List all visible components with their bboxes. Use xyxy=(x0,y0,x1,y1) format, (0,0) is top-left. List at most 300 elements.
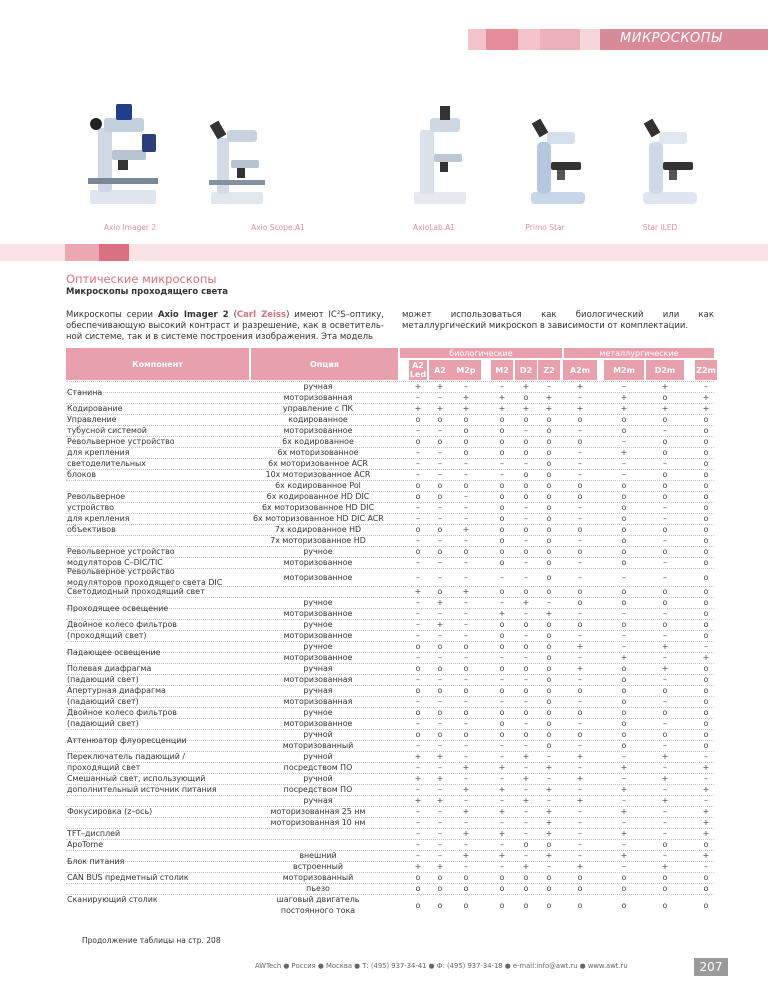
table-value-cell: о xyxy=(499,884,505,893)
table-option-cell: 7х моторизованное HD xyxy=(270,536,366,545)
table-value-cell: + xyxy=(545,851,553,860)
table-value-cell: + xyxy=(462,404,470,413)
table-value-cell: о xyxy=(437,525,443,534)
table-option-cell: моторизованный xyxy=(282,873,354,882)
table-value-cell: о xyxy=(662,587,668,596)
top-band-3 xyxy=(518,29,540,50)
table-header-model: Z2 xyxy=(538,360,560,380)
table-value-cell: – xyxy=(438,840,442,849)
table-value-cell: о xyxy=(499,642,505,651)
table-value-cell: – xyxy=(524,609,528,618)
table-value-cell: – xyxy=(438,631,442,640)
table-option-cell: ручной xyxy=(303,774,333,783)
table-value-cell: о xyxy=(437,481,443,490)
top-band-2 xyxy=(486,29,518,50)
table-value-cell: о xyxy=(437,587,443,596)
table-value-cell: – xyxy=(464,653,468,662)
table-value-cell: – xyxy=(438,829,442,838)
table-value-cell: – xyxy=(622,774,626,783)
table-value-cell: – xyxy=(578,426,582,435)
table-header-model: M2m xyxy=(604,360,644,380)
table-value-cell: о xyxy=(621,503,627,512)
table-value-cell: о xyxy=(703,514,709,523)
table-value-cell: + xyxy=(462,807,470,816)
table-value-cell: о xyxy=(703,719,709,728)
table-value-cell: – xyxy=(438,459,442,468)
table-value-cell: о xyxy=(546,631,552,640)
table-value-cell: о xyxy=(523,642,529,651)
table-value-cell: – xyxy=(438,741,442,750)
table-value-cell: о xyxy=(577,525,583,534)
table-component-label: Двойное колесо фильтров (проходящий свет) xyxy=(67,620,177,640)
table-value-cell: – xyxy=(622,459,626,468)
table-value-cell: о xyxy=(437,492,443,501)
table-option-cell: 6х моторизованное ACR xyxy=(268,459,368,468)
table-value-cell: – xyxy=(578,514,582,523)
table-value-cell: – xyxy=(547,752,551,761)
table-value-cell: о xyxy=(577,492,583,501)
top-band-5 xyxy=(580,29,600,50)
table-component-label: Фокусировка (z–ось) xyxy=(67,807,153,816)
table-value-cell: – xyxy=(500,752,504,761)
table-value-cell: – xyxy=(663,536,667,545)
table-value-cell: о xyxy=(499,664,505,673)
table-value-cell: – xyxy=(704,862,708,871)
table-component-label: CAN BUS предметный столик xyxy=(67,873,189,882)
table-component-label: Переключатель падающий / проходящий свет xyxy=(67,752,186,772)
section-subtitle: Микроскопы проходящего света xyxy=(66,287,228,297)
table-value-cell: + xyxy=(462,393,470,402)
table-value-cell: о xyxy=(546,697,552,706)
table-component-label: Револьверное устройство модуляторов проходящего света DIC xyxy=(67,567,223,587)
table-value-cell: + xyxy=(498,807,506,816)
table-value-cell: + xyxy=(576,404,584,413)
table-header-model: A2m xyxy=(563,360,597,380)
table-value-cell: о xyxy=(499,492,505,501)
table-value-cell: – xyxy=(416,840,420,849)
table-option-cell: моторизованная 10 нм xyxy=(270,818,366,827)
table-option-cell: ручное xyxy=(303,642,333,651)
table-value-cell: – xyxy=(416,448,420,457)
table-value-cell: + xyxy=(436,404,444,413)
table-value-cell: о xyxy=(415,900,421,910)
table-option-cell: моторизованное xyxy=(283,653,353,662)
table-value-cell: о xyxy=(499,503,505,512)
table-value-cell: – xyxy=(416,620,420,629)
table-value-cell: о xyxy=(621,587,627,596)
table-header-group-met: металлургические xyxy=(564,348,714,358)
table-option-cell: 6х моторизованное xyxy=(277,448,359,457)
caption-axio-scope: Axio Scope.A1 xyxy=(251,223,305,232)
table-value-cell: о xyxy=(703,536,709,545)
table-value-cell: – xyxy=(416,514,420,523)
table-value-cell: о xyxy=(577,884,583,893)
table-option-cell: ручной xyxy=(303,752,333,761)
table-value-cell: о xyxy=(577,547,583,556)
table-value-cell: – xyxy=(500,653,504,662)
table-value-cell: – xyxy=(438,514,442,523)
table-value-cell: + xyxy=(661,642,669,651)
table-value-cell: о xyxy=(523,730,529,739)
table-value-cell: о xyxy=(523,873,529,882)
table-value-cell: – xyxy=(524,459,528,468)
table-value-cell: + xyxy=(661,862,669,871)
table-value-cell: – xyxy=(704,752,708,761)
table-option-cell: посредством ПО xyxy=(283,785,353,794)
table-value-cell: – xyxy=(578,840,582,849)
table-component-label: Сканирующий столик xyxy=(67,895,158,904)
table-value-cell: о xyxy=(499,481,505,490)
table-value-cell: + xyxy=(545,763,553,772)
table-value-cell: – xyxy=(663,514,667,523)
table-value-cell: – xyxy=(464,572,468,582)
table-value-cell: + xyxy=(545,785,553,794)
table-value-cell: о xyxy=(662,900,668,910)
table-row-separator xyxy=(66,894,714,895)
table-value-cell: – xyxy=(438,393,442,402)
table-option-cell: ручная xyxy=(303,796,333,805)
table-value-cell: о xyxy=(437,547,443,556)
table-value-cell: – xyxy=(416,572,420,582)
table-value-cell: – xyxy=(438,763,442,772)
table-value-cell: – xyxy=(438,503,442,512)
table-value-cell: + xyxy=(545,829,553,838)
table-component-label: Светодиодный проходящий свет xyxy=(67,587,205,596)
table-value-cell: + xyxy=(620,448,628,457)
table-option-cell: 6х кодированное Pol xyxy=(275,481,361,490)
table-header-model: D2m xyxy=(646,360,684,380)
table-value-cell: о xyxy=(577,481,583,490)
table-value-cell: о xyxy=(415,730,421,739)
table-value-cell: о xyxy=(499,587,505,596)
table-value-cell: о xyxy=(415,884,421,893)
table-value-cell: – xyxy=(464,382,468,391)
table-value-cell: о xyxy=(577,686,583,695)
table-value-cell: о xyxy=(415,492,421,501)
table-option-cell: ручная xyxy=(303,382,333,391)
table-value-cell: + xyxy=(576,752,584,761)
table-value-cell: о xyxy=(546,514,552,523)
table-option-cell: моторизованное xyxy=(283,426,353,435)
table-value-cell: – xyxy=(578,503,582,512)
table-component-label: Аттенюатор флуоресценции xyxy=(67,735,187,745)
table-value-cell: о xyxy=(523,448,529,457)
table-option-cell: ручное xyxy=(303,598,333,607)
table-value-cell: – xyxy=(524,653,528,662)
table-value-cell: о xyxy=(523,393,529,402)
table-value-cell: – xyxy=(438,653,442,662)
table-value-cell: – xyxy=(438,448,442,457)
table-component-label: Револьверное устройство для крепления светоделительных блоков xyxy=(67,437,175,479)
table-value-cell: – xyxy=(524,818,528,827)
table-value-cell: + xyxy=(576,382,584,391)
table-value-cell: + xyxy=(545,818,553,827)
table-value-cell: + xyxy=(661,404,669,413)
table-value-cell: – xyxy=(524,785,528,794)
table-value-cell: о xyxy=(499,415,505,424)
table-value-cell: – xyxy=(663,426,667,435)
table-value-cell: о xyxy=(577,708,583,717)
table-value-cell: о xyxy=(499,448,505,457)
table-value-cell: о xyxy=(703,547,709,556)
table-value-cell: о xyxy=(621,675,627,684)
table-value-cell: о xyxy=(577,415,583,424)
table-value-cell: о xyxy=(499,426,505,435)
table-value-cell: о xyxy=(415,664,421,673)
table-value-cell: – xyxy=(547,598,551,607)
table-value-cell: – xyxy=(524,763,528,772)
table-value-cell: – xyxy=(464,470,468,479)
table-value-cell: – xyxy=(578,829,582,838)
table-value-cell: – xyxy=(578,697,582,706)
table-value-cell: о xyxy=(621,536,627,545)
table-value-cell: о xyxy=(523,587,529,596)
table-value-cell: – xyxy=(416,653,420,662)
table-component-label: Падающее освещение xyxy=(67,647,161,657)
table-value-cell: о xyxy=(621,873,627,882)
table-value-cell: + xyxy=(620,404,628,413)
table-value-cell: – xyxy=(438,470,442,479)
top-band-1 xyxy=(468,29,486,50)
table-value-cell: – xyxy=(578,558,582,567)
table-value-cell: + xyxy=(702,404,710,413)
table-value-cell: – xyxy=(704,796,708,805)
table-value-cell: о xyxy=(523,492,529,501)
table-value-cell: – xyxy=(663,741,667,750)
table-value-cell: – xyxy=(578,851,582,860)
table-option-cell: 7х кодированное HD xyxy=(274,525,362,534)
table-value-cell: о xyxy=(523,686,529,695)
table-value-cell: + xyxy=(436,796,444,805)
table-value-cell: – xyxy=(578,785,582,794)
table-value-cell: + xyxy=(462,785,470,794)
table-value-cell: + xyxy=(620,393,628,402)
table-value-cell: + xyxy=(498,829,506,838)
table-value-cell: + xyxy=(498,785,506,794)
table-value-cell: о xyxy=(499,558,505,567)
table-value-cell: о xyxy=(437,437,443,446)
section-divider-band xyxy=(0,244,768,261)
table-value-cell: о xyxy=(621,598,627,607)
table-value-cell: – xyxy=(622,437,626,446)
table-value-cell: + xyxy=(522,404,530,413)
table-value-cell: + xyxy=(414,382,422,391)
table-value-cell: о xyxy=(621,415,627,424)
page-section-banner xyxy=(600,29,768,50)
table-value-cell: о xyxy=(662,686,668,695)
table-value-cell: о xyxy=(621,547,627,556)
table-value-cell: – xyxy=(464,503,468,512)
table-value-cell: о xyxy=(621,741,627,750)
table-value-cell: о xyxy=(662,492,668,501)
table-value-cell: о xyxy=(546,536,552,545)
table-value-cell: о xyxy=(437,664,443,673)
caption-primo-star: Primo Star xyxy=(525,223,565,232)
table-value-cell: – xyxy=(416,459,420,468)
table-option-cell: 6х кодированное HD DIC xyxy=(266,492,370,501)
table-header-model: Z2m xyxy=(695,360,717,380)
table-value-cell: – xyxy=(663,763,667,772)
page-section-title: МИКРОСКОПЫ xyxy=(620,31,723,46)
table-value-cell: о xyxy=(621,719,627,728)
table-value-cell: о xyxy=(577,620,583,629)
table-value-cell: о xyxy=(415,481,421,490)
table-value-cell: – xyxy=(438,536,442,545)
table-component-label: Блок питания xyxy=(67,856,125,866)
table-value-cell: – xyxy=(547,796,551,805)
table-value-cell: о xyxy=(546,437,552,446)
table-value-cell: – xyxy=(663,558,667,567)
table-component-label: Полевая диафрагма (падающий свет) xyxy=(67,664,152,684)
table-value-cell: о xyxy=(463,708,469,717)
table-value-cell: – xyxy=(663,719,667,728)
table-value-cell: – xyxy=(500,598,504,607)
table-value-cell: – xyxy=(622,796,626,805)
table-value-cell: – xyxy=(524,741,528,750)
table-value-cell: о xyxy=(523,481,529,490)
table-value-cell: о xyxy=(703,415,709,424)
table-value-cell: + xyxy=(498,851,506,860)
table-value-cell: о xyxy=(463,664,469,673)
table-value-cell: – xyxy=(416,426,420,435)
table-value-cell: – xyxy=(438,697,442,706)
table-value-cell: о xyxy=(415,437,421,446)
table-value-cell: о xyxy=(662,873,668,882)
table-value-cell: + xyxy=(436,598,444,607)
table-value-cell: о xyxy=(662,470,668,479)
table-component-label: Револьверное устройство для крепления объективов xyxy=(67,492,130,534)
table-value-cell: – xyxy=(524,514,528,523)
table-value-cell: – xyxy=(416,536,420,545)
table-value-cell: о xyxy=(662,884,668,893)
table-value-cell: о xyxy=(546,664,552,673)
table-value-cell: о xyxy=(546,642,552,651)
table-value-cell: о xyxy=(546,448,552,457)
table-value-cell: – xyxy=(547,382,551,391)
table-option-cell: моторизованное xyxy=(283,631,353,640)
table-value-cell: – xyxy=(663,697,667,706)
table-value-cell: + xyxy=(462,587,470,596)
table-value-cell: + xyxy=(498,609,506,618)
table-value-cell: о xyxy=(546,525,552,534)
table-value-cell: – xyxy=(438,426,442,435)
table-value-cell: о xyxy=(546,873,552,882)
table-value-cell: о xyxy=(523,470,529,479)
table-component-label: Станина xyxy=(67,387,103,397)
table-value-cell: – xyxy=(524,631,528,640)
table-value-cell: – xyxy=(663,503,667,512)
table-value-cell: + xyxy=(414,862,422,871)
table-value-cell: о xyxy=(523,664,529,673)
table-value-cell: о xyxy=(546,719,552,728)
table-value-cell: – xyxy=(663,818,667,827)
table-value-cell: о xyxy=(662,598,668,607)
table-value-cell: + xyxy=(702,829,710,838)
microscope-image-axio-imager xyxy=(82,98,162,210)
table-value-cell: о xyxy=(546,547,552,556)
table-value-cell: о xyxy=(621,558,627,567)
caption-axio-imager: Axio Imager 2 xyxy=(103,223,157,232)
table-value-cell: о xyxy=(703,697,709,706)
table-value-cell: + xyxy=(522,598,530,607)
table-value-cell: – xyxy=(524,697,528,706)
table-value-cell: о xyxy=(546,840,552,849)
table-value-cell: – xyxy=(622,382,626,391)
table-value-cell: о xyxy=(546,481,552,490)
table-option-cell: моторизованная xyxy=(283,393,353,402)
table-value-cell: о xyxy=(703,873,709,882)
table-value-cell: + xyxy=(498,404,506,413)
table-value-cell: – xyxy=(578,470,582,479)
table-value-cell: – xyxy=(438,675,442,684)
table-value-cell: – xyxy=(464,752,468,761)
table-option-cell: 6х моторизованное HD DIC xyxy=(262,503,374,512)
table-value-cell: – xyxy=(416,609,420,618)
table-value-cell: о xyxy=(703,900,709,910)
table-value-cell: о xyxy=(621,525,627,534)
table-value-cell: + xyxy=(462,851,470,860)
table-value-cell: + xyxy=(414,404,422,413)
table-option-cell: управление с ПК xyxy=(282,404,354,413)
table-value-cell: + xyxy=(661,796,669,805)
table-value-cell: о xyxy=(703,470,709,479)
table-value-cell: + xyxy=(414,796,422,805)
table-value-cell: о xyxy=(499,686,505,695)
table-value-cell: – xyxy=(416,807,420,816)
table-value-cell: – xyxy=(464,514,468,523)
table-component-label: TFT–дисплей xyxy=(67,829,121,838)
table-value-cell: о xyxy=(703,708,709,717)
table-option-cell: моторизованное xyxy=(283,609,353,618)
table-value-cell: + xyxy=(576,664,584,673)
table-value-cell: – xyxy=(663,459,667,468)
table-value-cell: – xyxy=(416,503,420,512)
table-value-cell: + xyxy=(620,851,628,860)
table-value-cell: о xyxy=(703,525,709,534)
table-value-cell: о xyxy=(621,708,627,717)
table-value-cell: – xyxy=(464,609,468,618)
table-value-cell: о xyxy=(523,415,529,424)
table-value-cell: – xyxy=(524,503,528,512)
table-option-cell: кодированное xyxy=(288,415,348,424)
microscope-image-axiolab xyxy=(410,104,470,210)
table-value-cell: – xyxy=(622,752,626,761)
table-value-cell: – xyxy=(416,631,420,640)
table-value-cell: о xyxy=(546,686,552,695)
table-value-cell: + xyxy=(462,525,470,534)
table-value-cell: – xyxy=(416,785,420,794)
table-value-cell: + xyxy=(414,587,422,596)
table-value-cell: о xyxy=(703,741,709,750)
table-value-cell: – xyxy=(464,631,468,640)
table-header-component: Компонент xyxy=(66,348,249,380)
table-value-cell: о xyxy=(621,620,627,629)
table-value-cell: о xyxy=(437,730,443,739)
table-value-cell: о xyxy=(621,664,627,673)
table-value-cell: – xyxy=(663,572,667,582)
table-value-cell: о xyxy=(577,598,583,607)
table-option-cell: моторизованная 25 нм xyxy=(270,807,366,816)
table-value-cell: о xyxy=(437,884,443,893)
table-value-cell: + xyxy=(545,609,553,618)
table-value-cell: – xyxy=(524,536,528,545)
table-value-cell: – xyxy=(622,631,626,640)
table-value-cell: + xyxy=(436,620,444,629)
table-value-cell: + xyxy=(522,796,530,805)
table-value-cell: о xyxy=(415,415,421,424)
table-value-cell: о xyxy=(703,840,709,849)
table-value-cell: о xyxy=(499,514,505,523)
